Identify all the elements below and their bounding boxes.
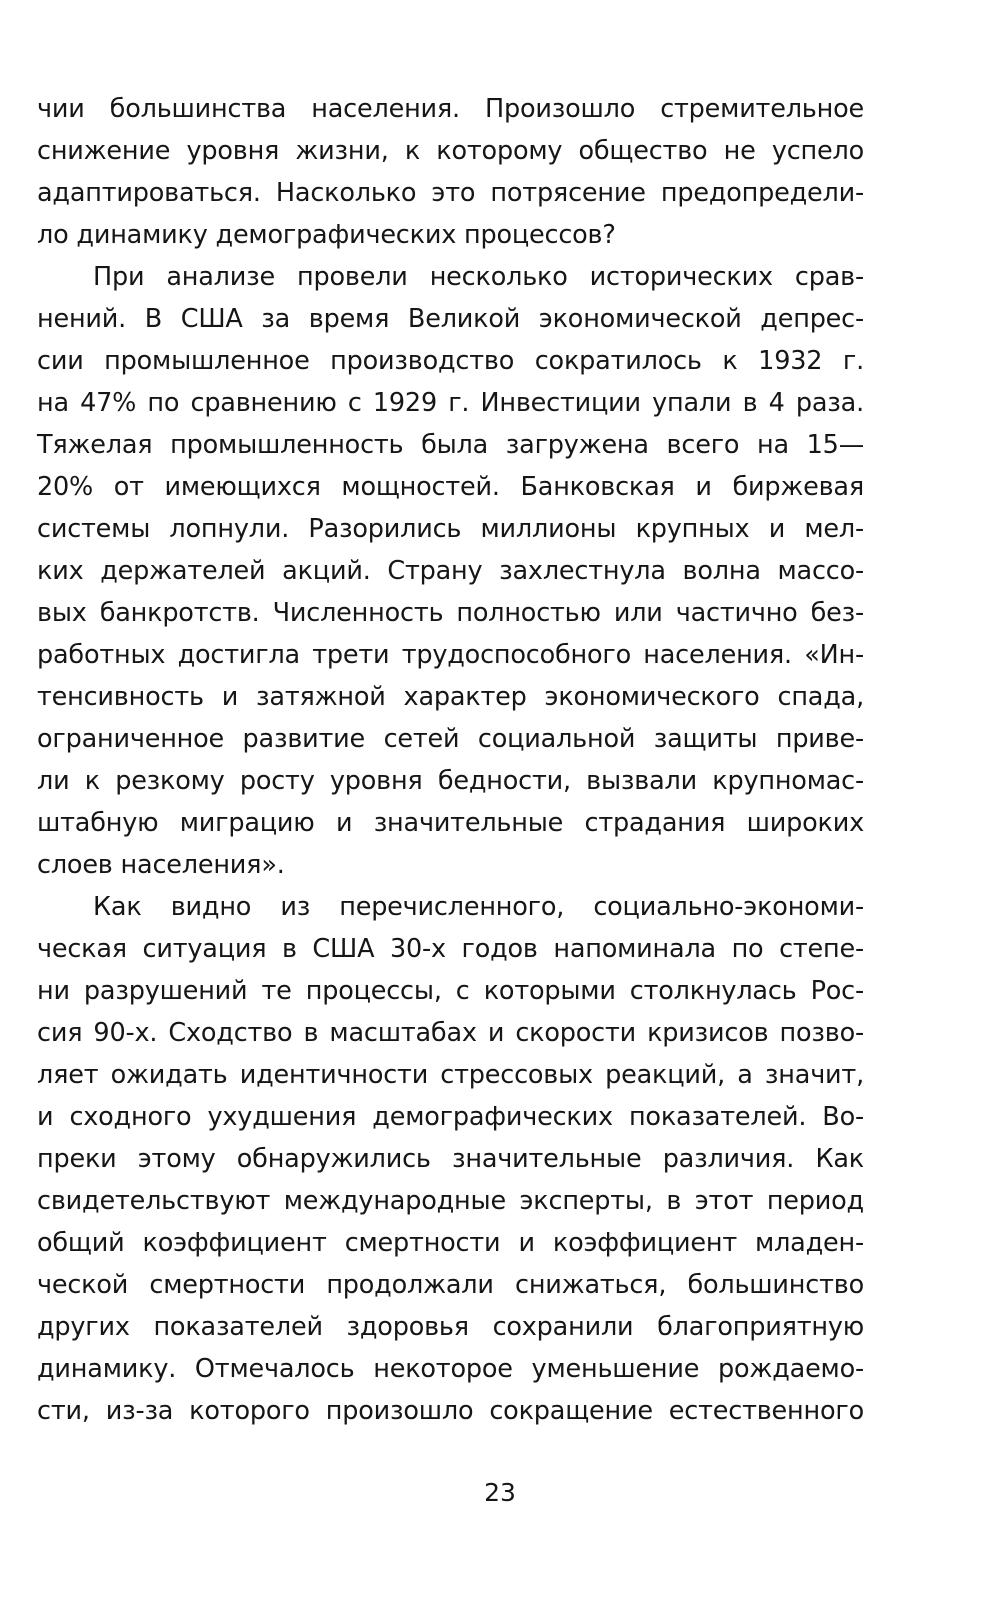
text-line: ло динамику демографических процессов? [37, 220, 616, 250]
text-line: снижение уровня жизни, к которому общество не успело [37, 136, 864, 166]
text-line: Как видно из перечисленного, социально-экономи- [93, 892, 864, 922]
text-line: свидетельствуют международные эксперты, в этот период [37, 1186, 864, 1216]
text-line: нений. В США за время Великой экономической депрес- [37, 304, 864, 334]
text-line: динамику. Отмечалось некоторое уменьшение рождаемо- [37, 1354, 864, 1384]
text-line: сии промышленное производство сократилось к 1932 г. [37, 346, 864, 376]
text-line: 20% от имеющихся мощностей. Банковская и биржевая [37, 472, 864, 502]
text-line: преки этому обнаружились значительные различия. Как [37, 1144, 864, 1174]
text-line: При анализе провели несколько исторических срав- [93, 262, 864, 292]
text-line: тенсивность и затяжной характер экономического спада, [37, 682, 864, 712]
text-line: ограниченное развитие сетей социальной защиты приве- [37, 724, 864, 754]
text-line: чии большинства населения. Произошло стремительное [37, 94, 864, 124]
text-line: ких держателей акций. Страну захлестнула волна массо- [37, 556, 864, 586]
text-line: общий коэффициент смертности и коэффициент младен- [37, 1228, 864, 1258]
text-line: работных достигла трети трудоспособного населения. «Ин- [37, 640, 864, 670]
text-line: и сходного ухудшения демографических показателей. Во- [37, 1102, 864, 1132]
text-line: ни разрушений те процессы, с которыми столкнулась Рос- [37, 976, 864, 1006]
text-line: ляет ожидать идентичности стрессовых реакций, а значит, [37, 1060, 864, 1090]
text-line: на 47% по сравнению с 1929 г. Инвестиции упали в 4 раза. [37, 388, 864, 418]
text-line: адаптироваться. Насколько это потрясение предопредели- [37, 178, 864, 208]
text-line: слоев населения». [37, 850, 285, 880]
text-line: вых банкротств. Численность полностью или частично без- [37, 598, 864, 628]
page-number: 23 [484, 1478, 516, 1507]
text-line: сия 90-х. Сходство в масштабах и скорости кризисов позво- [37, 1018, 864, 1048]
text-line: Тяжелая промышленность была загружена всего на 15— [37, 430, 864, 460]
text-line: других показателей здоровья сохранили благоприятную [37, 1312, 864, 1342]
text-line: ли к резкому росту уровня бедности, вызвали крупномас- [37, 766, 864, 796]
text-line: ческой смертности продолжали снижаться, большинство [37, 1270, 864, 1300]
body-text [37, 88, 864, 1432]
text-line: ческая ситуация в США 30-х годов напоминала по степе- [37, 934, 864, 964]
text-line: штабную миграцию и значительные страдания широких [37, 808, 864, 838]
text-line: сти, из-за которого произошло сокращение естественного [37, 1396, 864, 1426]
text-line: системы лопнули. Разорились миллионы крупных и мел- [37, 514, 864, 544]
